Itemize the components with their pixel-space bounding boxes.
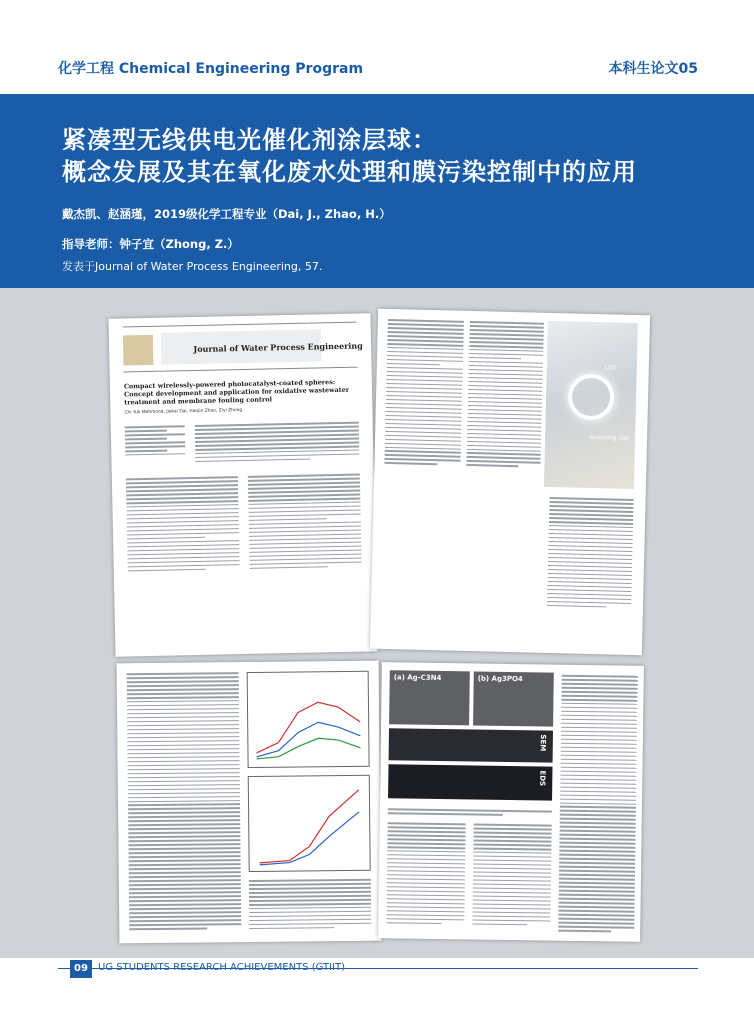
sem-panel-row bbox=[389, 728, 553, 762]
spectrum-lines bbox=[248, 672, 369, 767]
article-info-text bbox=[125, 425, 186, 458]
body-text-col-1 bbox=[126, 476, 240, 574]
paper-page-1 bbox=[108, 313, 377, 656]
fig-label-a: (a) Ag-C3N4 bbox=[393, 673, 442, 683]
article-title-banner bbox=[0, 94, 754, 288]
eds-panel-row bbox=[388, 764, 552, 800]
article-advisor: 指导老师：钟子宜（Zhong, Z.） bbox=[62, 237, 239, 251]
article-title-line-2: 概念发展及其在氧化废水处理和膜污染控制中的应用 bbox=[62, 158, 637, 186]
led-glow bbox=[568, 373, 615, 420]
body-text-col-2 bbox=[248, 474, 362, 572]
paper-title: Compact wirelessly-powered photocatalyst-coated spheres: Concept development and application for oxidative wastewater treatment and membrane fouling control bbox=[123, 378, 350, 407]
body-text-col-8 bbox=[386, 822, 465, 927]
abstract-text bbox=[195, 422, 360, 465]
page-number: 09 bbox=[70, 960, 92, 978]
journal-header bbox=[123, 322, 363, 373]
fig-label-b: (b) Ag3PO4 bbox=[477, 674, 523, 684]
series-label: 本科生论文05 bbox=[608, 61, 698, 77]
sem-image-b bbox=[473, 671, 554, 726]
body-text-col-4 bbox=[466, 321, 544, 470]
article-publication: 发表于Journal of Water Process Engineering, 57. bbox=[62, 260, 323, 273]
photo-label-coil: receiving coil bbox=[589, 433, 629, 442]
uv-vis-spectrum-chart bbox=[247, 671, 370, 768]
body-text-col-6 bbox=[127, 672, 242, 932]
tauc-lines bbox=[249, 776, 370, 871]
body-text-col-5 bbox=[547, 497, 634, 611]
paper-page-3 bbox=[117, 661, 382, 944]
journal-name-box bbox=[161, 329, 363, 364]
journal-name: Journal of Water Process Engineering bbox=[193, 340, 363, 355]
paper-authors: Chi Yuk Mehmood, Jiekai Dai, Hanjin Zhao, Ziyi Zhong bbox=[124, 408, 243, 416]
body-text-col-7 bbox=[249, 879, 372, 932]
tauc-plot-chart bbox=[248, 775, 371, 872]
footer-text: UG STUDENTS RESEARCH ACHIEVEMENTS (GTIIT) bbox=[98, 962, 346, 973]
body-text-col-10 bbox=[558, 675, 638, 935]
program-title: 化学工程 Chemical Engineering Program bbox=[58, 61, 364, 77]
sem-image-a bbox=[389, 670, 470, 725]
photo-label-led: LED bbox=[604, 364, 617, 372]
top-header bbox=[0, 0, 754, 92]
fig-label-sem: SEM bbox=[538, 734, 547, 752]
figure-caption-text bbox=[388, 808, 552, 818]
article-authors: 戴杰凯、赵涵瑾，2019级化学工程专业（Dai, J., Zhao, H.） bbox=[62, 207, 391, 221]
paper-page-4 bbox=[378, 662, 644, 942]
body-text-col-9 bbox=[472, 823, 551, 928]
paper-page-2 bbox=[370, 309, 650, 656]
article-title-line-1: 紧凑型无线供电光催化剂涂层球： bbox=[62, 126, 437, 154]
page-footer bbox=[0, 958, 754, 1024]
body-text-col-3 bbox=[384, 319, 464, 468]
publisher-logo bbox=[123, 335, 154, 366]
reactor-photo bbox=[544, 321, 638, 489]
fig-label-eds: EDS bbox=[538, 770, 547, 787]
